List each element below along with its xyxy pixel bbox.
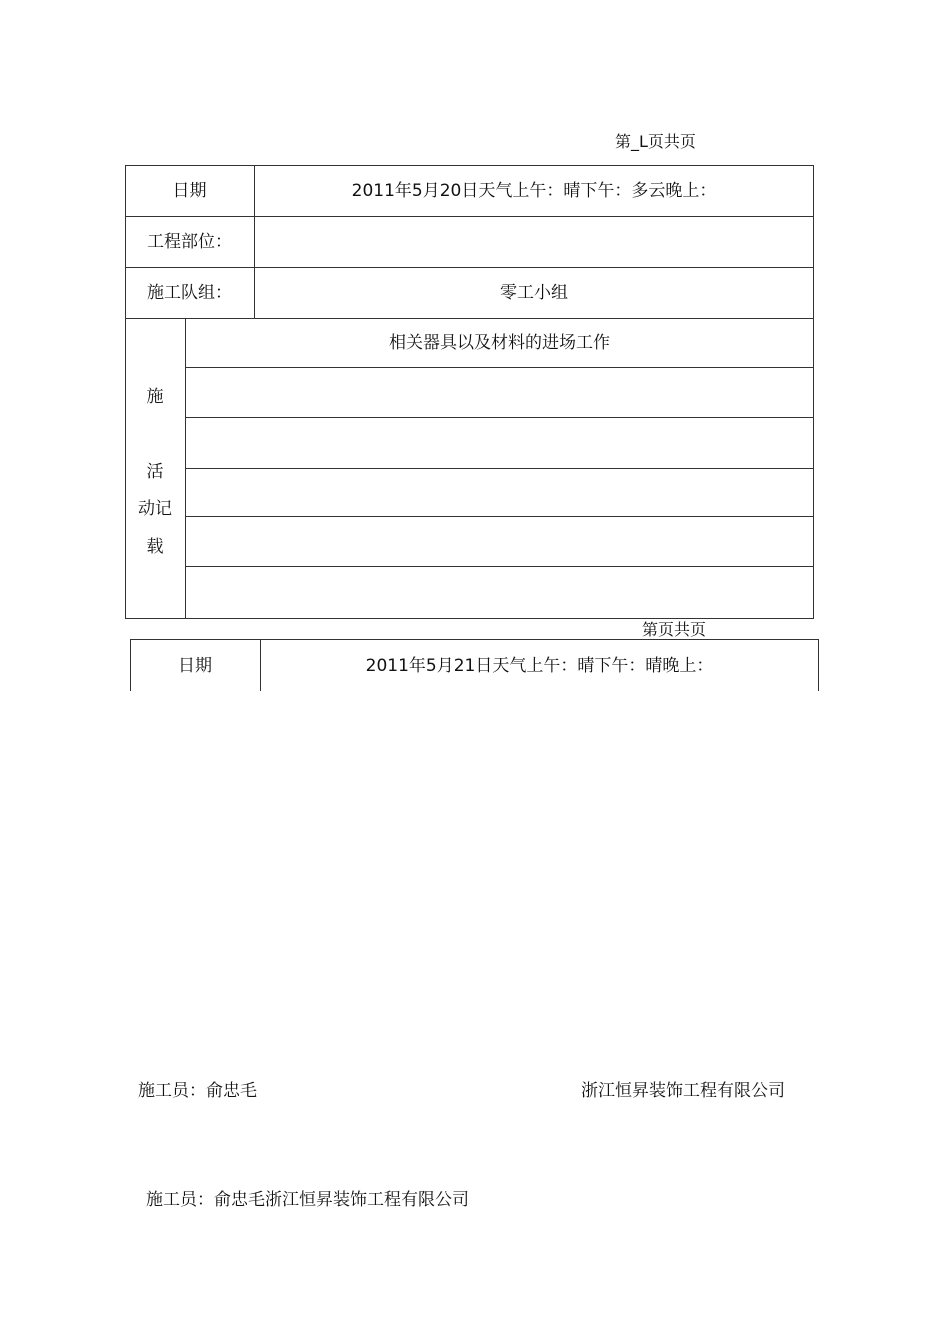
activity-label-part: 施 [146, 387, 164, 407]
activity-row: 相关器具以及材料的进场工作 [389, 333, 610, 353]
team-label: 施工队组： [147, 283, 232, 303]
date-label: 日期 [172, 181, 207, 201]
activity-label-part: 动记 [138, 499, 172, 519]
activity-label-part: 活 [146, 462, 164, 482]
worker-company-line: 施工员：俞忠毛浙江恒昇装饰工程有限公司 [146, 1190, 469, 1210]
worker-signature: 施工员：俞忠毛 [138, 1081, 257, 1101]
location-label: 工程部位： [147, 232, 232, 252]
page-counter-2: 第页共页 [642, 620, 707, 639]
page-counter: 第_L页共页 [615, 132, 696, 151]
date-label-2: 日期 [178, 656, 212, 676]
team-value: 零工小组 [500, 283, 568, 303]
date-weather-value: 2011年5月20日天气上午：晴下午：多云晚上： [351, 181, 717, 201]
activity-label-part: 载 [146, 537, 164, 557]
company-name: 浙江恒昇装饰工程有限公司 [581, 1081, 785, 1101]
date-weather-value-2: 2011年5月21日天气上午：晴下午：晴晚上： [365, 656, 714, 676]
